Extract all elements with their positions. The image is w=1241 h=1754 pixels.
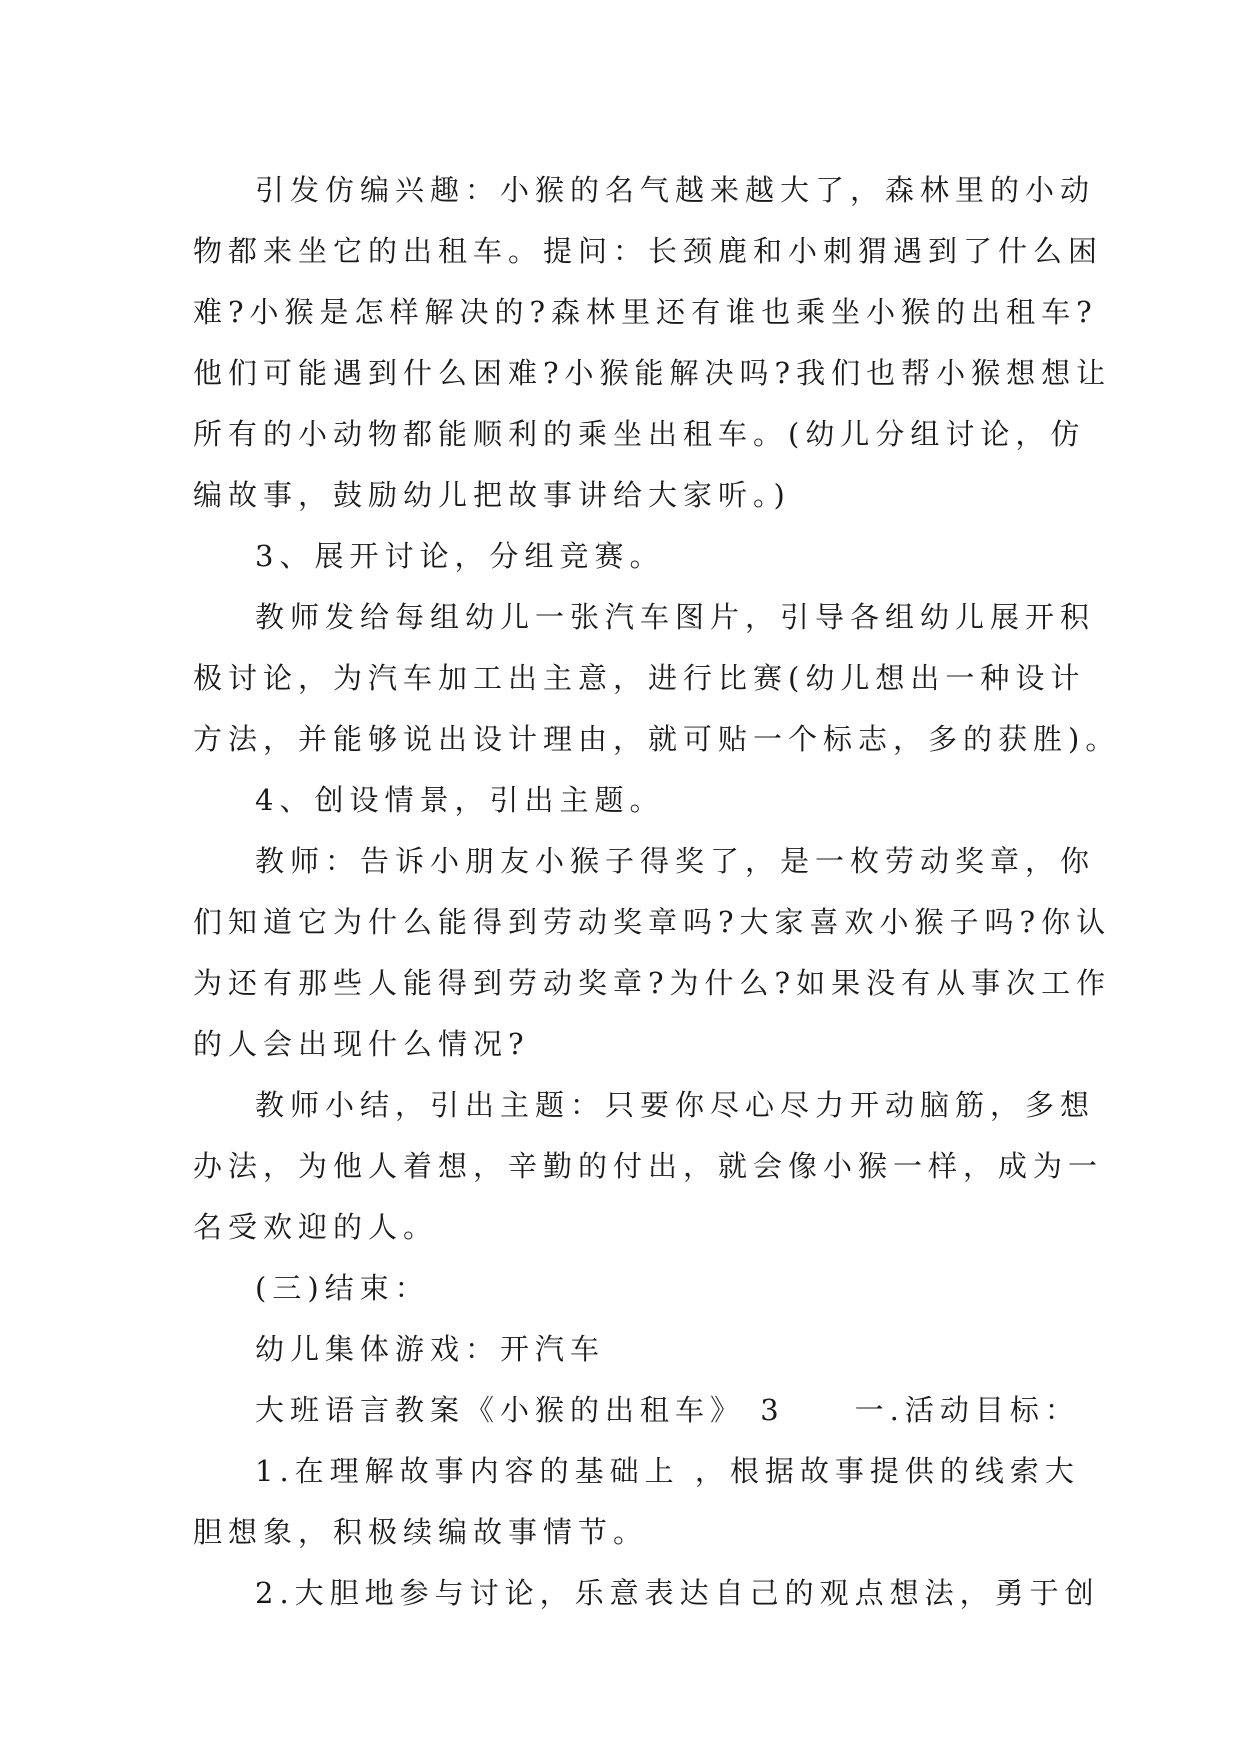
- text-line: 1.在理解故事内容的基础上 ，根据故事提供的线索大: [255, 1454, 1080, 1488]
- text-line: 教师小结，引出主题：只要你尽心尽力开动脑筋，多想: [255, 1088, 1096, 1122]
- document-body: [193, 160, 1121, 1624]
- text-line: 为还有那些人能得到劳动奖章?为什么?如果没有从事次工作: [193, 966, 1112, 1000]
- text-line: 的人会出现什么情况?: [193, 1027, 530, 1061]
- section-heading: (三)结束：: [255, 1271, 430, 1305]
- text-line: 教师：告诉小朋友小猴子得奖了，是一枚劳动奖章，你: [255, 844, 1096, 878]
- text-line: 所有的小动物都能顺利的乘坐出租车。(幼儿分组讨论，仿: [193, 417, 1086, 451]
- text-line: 引发仿编兴趣：小猴的名气越来越大了，森林里的小动: [255, 173, 1096, 207]
- text-line: 教师发给每组幼儿一张汽车图片，引导各组幼儿展开积: [255, 600, 1096, 634]
- text-line: 编故事，鼓励幼儿把故事讲给大家听。): [193, 478, 791, 512]
- text-line: 办法，为他人着想，辛勤的付出，就会像小猴一样，成为一: [193, 1149, 1104, 1183]
- text-line: 方法，并能够说出设计理由，就可贴一个标志，多的获胜)。: [193, 722, 1121, 756]
- text-line: 2.大胆地参与讨论，乐意表达自己的观点想法，勇于创: [255, 1576, 1100, 1610]
- text-line: 极讨论，为汽车加工出主意，进行比赛(幼儿想出一种设计: [193, 661, 1086, 695]
- text-line: 难?小猴是怎样解决的?森林里还有谁也乘坐小猴的出租车?: [193, 295, 1098, 329]
- text-line: 胆想象，积极续编故事情节。: [193, 1515, 649, 1549]
- text-line: 物都来坐它的出租车。提问：长颈鹿和小刺猬遇到了什么困: [193, 234, 1104, 268]
- lesson-title: 大班语言教案《小猴的出租车》 3 一.活动目标：: [255, 1393, 1080, 1427]
- text-line: 名受欢迎的人。: [193, 1210, 439, 1244]
- text-line: 们知道它为什么能得到劳动奖章吗?大家喜欢小猴子吗?你认: [193, 905, 1112, 939]
- section-heading: 3、展开讨论，分组竞赛。: [255, 539, 665, 573]
- text-line: 幼儿集体游戏：开汽车: [255, 1332, 606, 1366]
- text-line: 他们可能遇到什么困难?小猴能解决吗?我们也帮小猴想想让: [193, 356, 1112, 390]
- section-heading: 4、创设情景，引出主题。: [255, 783, 665, 817]
